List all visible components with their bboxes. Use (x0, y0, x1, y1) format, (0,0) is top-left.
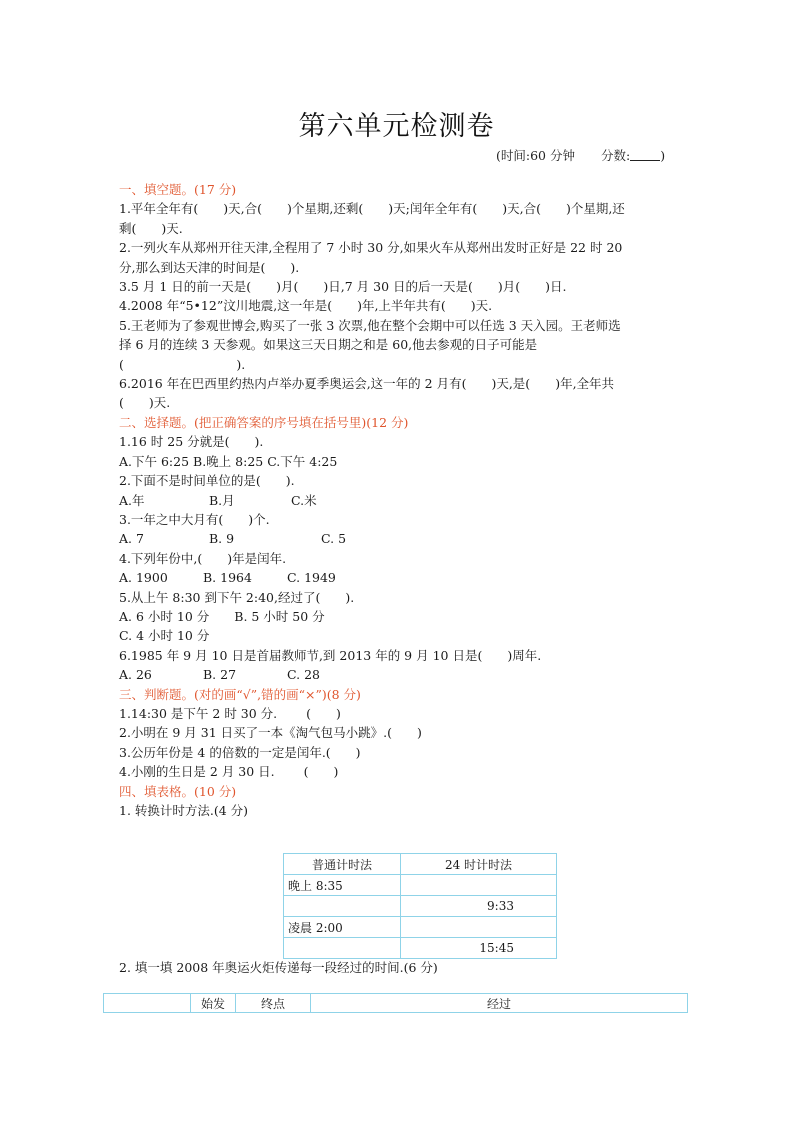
section-judge-heading: 三、判断题。(对的画“√”,错的画“×”)(8 分) (119, 686, 361, 702)
question: 2.一列火车从郑州开往天津,全程用了 7 小时 30 分,如果火车从郑州出发时正好是 22 时 20 (119, 240, 623, 256)
table-row (284, 917, 557, 938)
options (119, 665, 679, 684)
table-cell: 晚上 8:35 (284, 875, 401, 896)
section-fill-heading: 一、填空题。(17 分) (119, 182, 237, 197)
column-header: 24 时计时法 (401, 854, 557, 875)
time-limit: (时间:60 分钟 (496, 148, 575, 163)
option-a: A.年 (119, 492, 145, 508)
table-row (284, 875, 557, 896)
option-b: B. 1964 (203, 570, 252, 586)
exam-content (119, 180, 679, 820)
question: 4.小刚的生日是 2 月 30 日. ( ) (119, 764, 339, 780)
question: 1.14:30 是下午 2 时 30 分. ( ) (119, 705, 341, 721)
option-c: C.米 (291, 492, 317, 508)
score-label: 分数: (600, 148, 631, 163)
column-header: 始发 (191, 994, 236, 1013)
table-caption: 1. 转换计时方法.(4 分) (119, 803, 249, 818)
option-b: B. 27 (203, 667, 237, 683)
question: 1.平年全年有( )天,合( )个星期,还剩( )天;闰年全年有( )天,合( )个星期,还 (119, 201, 625, 217)
torch-relay-table (103, 993, 688, 1013)
question: 剩( )天. (119, 220, 183, 236)
question: 择 6 月的连续 3 天参观。如果这三天日期之和是 60,他去参观的日子可能是 (119, 337, 538, 353)
question: 5.王老师为了参观世博会,购买了一张 3 次票,他在整个会期中可以任选 3 天入园。王老师选 (119, 317, 621, 333)
option-c: C. 5 (321, 531, 347, 547)
question: 3.5 月 1 日的前一天是( )月( )日,7 月 30 日的后一天是( )月( )日. (119, 279, 567, 295)
option-a: A. 26 (119, 667, 152, 683)
table-caption: 2. 填一填 2008 年奥运火炬传递每一段经过的时间.(6 分) (119, 960, 438, 975)
options (119, 568, 679, 587)
section-choice-heading: 二、选择题。(把正确答案的序号填在括号里)(12 分) (119, 414, 409, 430)
option-b: B. 9 (209, 531, 235, 547)
options: A. 6 小时 10 分 B. 5 小时 50 分 (119, 608, 325, 624)
options (119, 491, 679, 510)
question: 4.下列年份中,( )年是闰年. (119, 550, 287, 566)
column-header: 经过 (311, 994, 688, 1013)
time-conversion-table (283, 853, 557, 959)
options: A.下午 6:25 B.晚上 8:25 C.下午 4:25 (119, 453, 338, 469)
option-c: C. 1949 (287, 570, 336, 586)
option-a: A. 1900 (119, 570, 168, 586)
table-cell: 凌晨 2:00 (284, 917, 401, 938)
question: 2.下面不是时间单位的是( ). (119, 473, 295, 489)
question: 6.1985 年 9 月 10 日是首届教师节,到 2013 年的 9 月 10 日是( )周年. (119, 647, 542, 663)
column-header (104, 994, 191, 1013)
table-header-row (104, 994, 688, 1013)
column-header: 终点 (236, 994, 311, 1013)
table-row (284, 938, 557, 959)
question: 分,那么到达天津的时间是( ). (119, 259, 300, 275)
table-header-row (284, 854, 557, 875)
options (119, 529, 679, 548)
question: 3.公历年份是 4 的倍数的一定是闰年.( ) (119, 744, 361, 760)
table-cell: 9:33 (401, 896, 557, 917)
question: ( )天. (119, 395, 171, 411)
table-cell[interactable] (401, 917, 557, 938)
question: 6.2016 年在巴西里约热内卢举办夏季奥运会,这一年的 2 月有( )天,是( )年,全年共 (119, 376, 615, 392)
question: 5.从上午 8:30 到下午 2:40,经过了( ). (119, 589, 355, 605)
option-b: B.月 (209, 492, 235, 508)
table-cell: 15:45 (401, 938, 557, 959)
question: 3.一年之中大月有( )个. (119, 511, 270, 527)
score-blank[interactable] (630, 148, 660, 161)
table-cell[interactable] (284, 896, 401, 917)
option-a: A. 7 (119, 531, 144, 547)
column-header: 普通计时法 (284, 854, 401, 875)
table-cell[interactable] (284, 938, 401, 959)
question: 1.16 时 25 分就是( ). (119, 434, 264, 450)
question: 2.小明在 9 月 31 日买了一本《淘气包马小跳》.( ) (119, 725, 422, 741)
question: 4.2008 年“5•12”汶川地震,这一年是( )年,上半年共有( )天. (119, 298, 493, 314)
options: C. 4 小时 10 分 (119, 628, 210, 644)
question: ( ). (119, 356, 246, 372)
table-cell[interactable] (401, 875, 557, 896)
page-title: 第六单元检测卷 (298, 111, 495, 142)
table-row (284, 896, 557, 917)
option-c: C. 28 (287, 667, 320, 683)
exam-meta: (时间:60 分钟 分数: ) (496, 148, 666, 163)
section-table-heading: 四、填表格。(10 分) (119, 783, 237, 799)
